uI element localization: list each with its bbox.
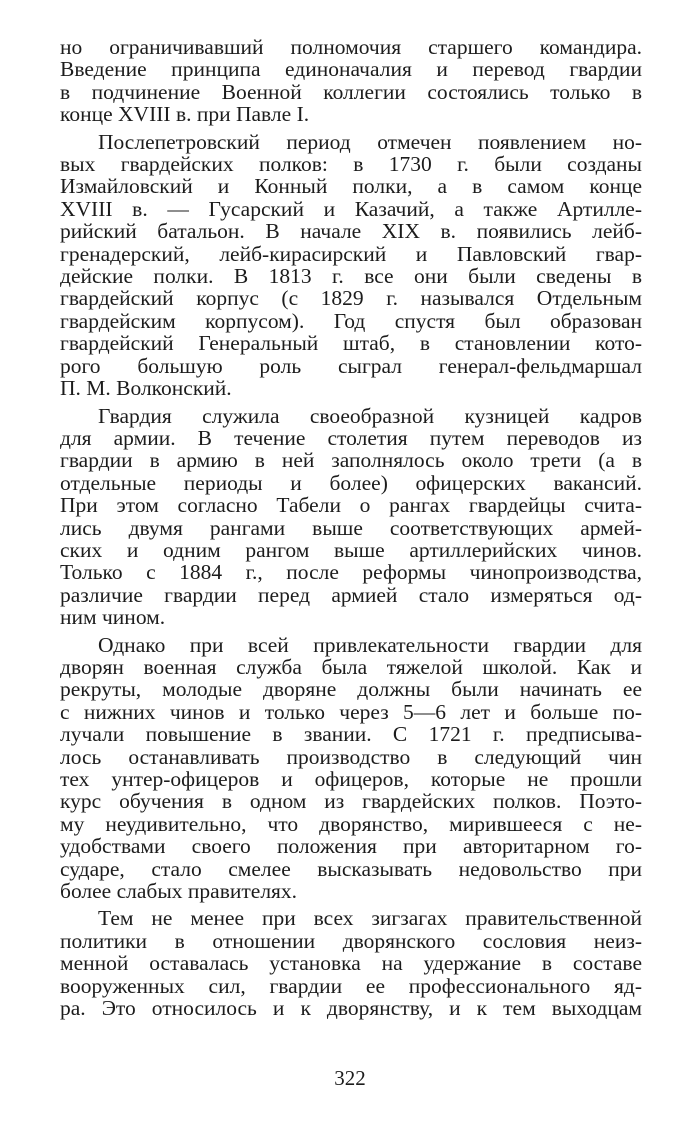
text-line: конце XVIII в. при Павле I. (60, 102, 310, 127)
text-line: различие гвардии перед армией стало измеряться од- (60, 582, 642, 607)
text-line: При этом согласно Табели о рангах гвардейцы счита- (60, 493, 642, 518)
text-line: XVIII в. — Гусарский и Казачий, а также Артилле- (60, 196, 642, 221)
text-line: му неудивительно, что дворянство, мирившееся с не- (60, 811, 642, 836)
text-line: вооруженных сил, гвардии ее профессионального яд- (60, 973, 642, 998)
text-line: гвардейским корпусом). Год спустя был образован (60, 308, 642, 333)
text-line: Измайловский и Конный полки, а в самом конце (60, 174, 642, 199)
text-line: гренадерский, лейб-кирасирский и Павловский гвар- (60, 241, 642, 266)
text-line: менной оставалась установка на удержание в составе (60, 951, 642, 976)
text-line: с нижних чинов и только через 5—6 лет и больше по- (60, 699, 642, 724)
text-line: рекруты, молодые дворяне должны были начинать ее (60, 677, 642, 702)
page-body (60, 36, 642, 1019)
text-line: ских и одним рангом выше артиллерийских чинов. (60, 537, 642, 562)
text-line: для армии. В течение столетия путем переводов из (60, 425, 642, 450)
paragraph (60, 405, 642, 629)
text-line: Гвардия служила своеобразной кузницей кадров (98, 403, 642, 428)
paragraph (60, 131, 642, 400)
text-line: более слабых правителях. (60, 879, 298, 904)
text-line: удобствами своего положения при авторитарном го- (60, 834, 642, 859)
text-line: политики в отношении дворянского сословия неиз- (60, 928, 642, 953)
text-line: гвардейский корпус (с 1829 г. назывался Отдельным (60, 286, 642, 311)
text-line: отдельные периоды и более) офицерских вакансий. (60, 470, 642, 495)
text-line: лучали повышение в звании. С 1721 г. предписыва- (60, 722, 642, 747)
text-line: дворян военная служба была тяжелой школой. Как и (60, 654, 642, 679)
text-line: сударе, стало смелее высказывать недовольство при (60, 856, 642, 881)
text-line: лось останавливать производство в следующий чин (60, 744, 642, 769)
text-line: вых гвардейских полков: в 1730 г. были созданы (60, 152, 642, 177)
text-line: Только с 1884 г., после реформы чинопроизводства, (60, 560, 642, 585)
page-number: 322 (334, 1066, 366, 1090)
text-line: П. М. Волконский. (60, 376, 232, 401)
text-line: но ограничивавший полномочия старшего командира. (60, 35, 642, 59)
paragraph (60, 907, 642, 1019)
text-line: Тем не менее при всех зигзагах правительственной (98, 906, 642, 931)
paragraph (60, 36, 642, 126)
text-line: курс обучения в одном из гвардейских полков. Поэто- (60, 789, 642, 814)
text-line: Однако при всей привлекательности гвардии для (98, 632, 642, 657)
text-line: гвардейский Генеральный штаб, в становлении кото- (60, 331, 642, 356)
text-line: Введение принципа единоначалия и перевод гвардии (60, 57, 642, 82)
text-line: рийский батальон. В начале XIX в. появились лейб- (60, 219, 642, 244)
text-line: ра. Это относилось и к дворянству, и к тем выходцам (60, 996, 642, 1021)
text-line: рого большую роль сыграл генерал-фельдмаршал (60, 353, 642, 378)
text-line: Послепетровский период отмечен появлением но- (98, 129, 642, 154)
text-line: тех унтер-офицеров и офицеров, которые не прошли (60, 767, 642, 791)
text-line: в подчинение Военной коллегии состоялись только в (60, 79, 642, 104)
text-line: лись двумя рангами выше соответствующих армей- (60, 515, 642, 540)
text-line: гвардии в армию в ней заполнялось около трети (а в (60, 448, 642, 473)
text-line: ним чином. (60, 605, 166, 630)
text-line: дейские полки. В 1813 г. все они были сведены в (60, 264, 642, 289)
paragraph (60, 634, 642, 903)
